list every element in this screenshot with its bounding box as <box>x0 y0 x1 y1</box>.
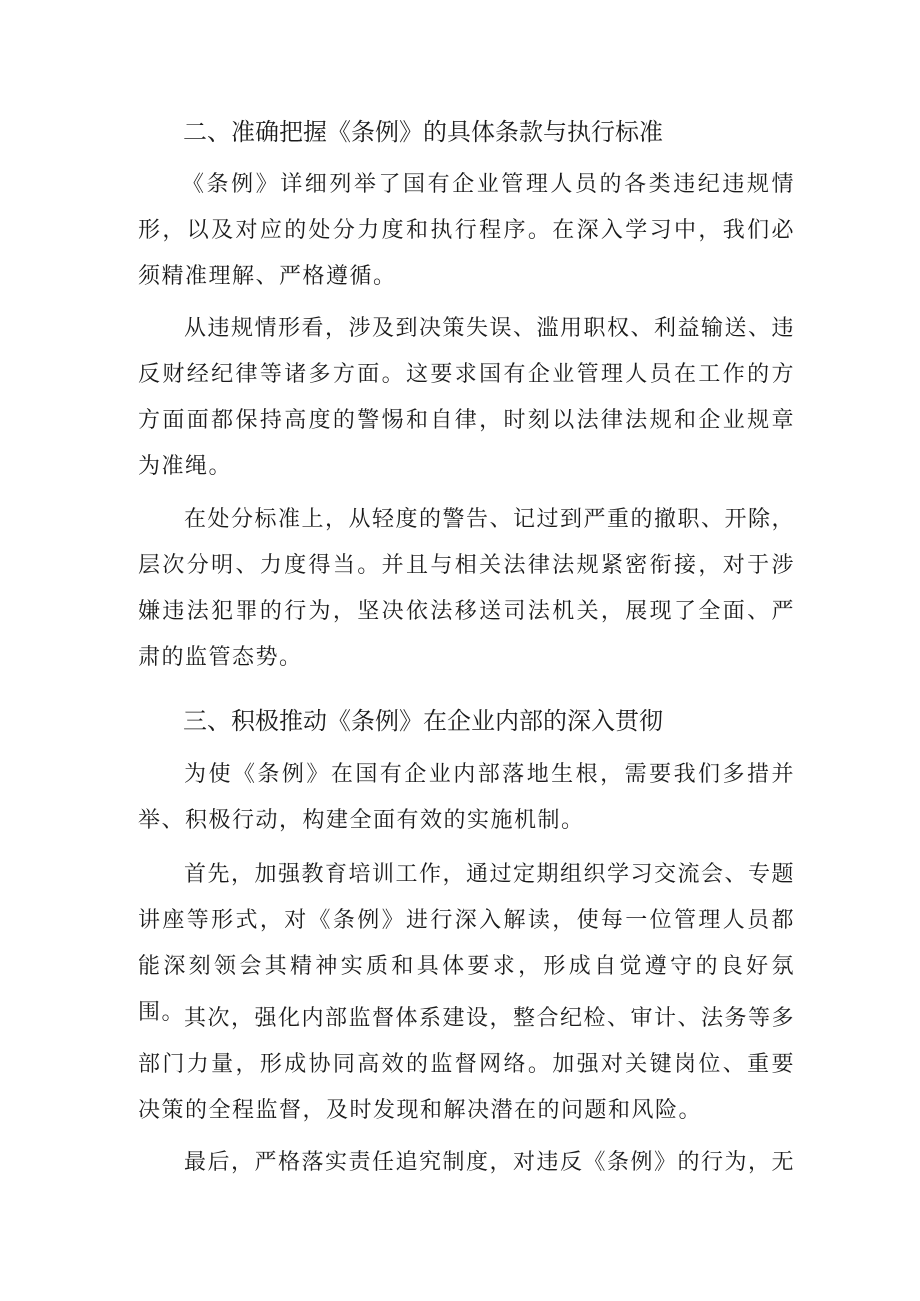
paragraph-training: 首先，加强教育培训工作，通过定期组织学习交流会、专题讲座等形式，对《条例》进行深入解读，使每一位管理人员都能深刻领会其精神实质和具体要求，形成自觉遵守的良好氛围。 <box>138 862 796 1025</box>
paragraph-regulation-overview: 《条例》详细列举了国有企业管理人员的各类违纪违规情形，以及对应的处分力度和执行程序。在深入学习中，我们必须精准理解、严格遵循。 <box>138 172 795 289</box>
paragraph-penalty-standards: 在处分标准上，从轻度的警告、记过到严重的撤职、开除，层次分明、力度得当。并且与相关法律法规紧密衔接，对于涉嫌违法犯罪的行为，坚决依法移送司法机关，展现了全面、严肃的监管态势。 <box>138 507 796 670</box>
paragraph-violation-types: 从违规情形看，涉及到决策失误、滥用职权、利益输送、违反财经纪律等诸多方面。这要求国有企业管理人员在工作的方方面面都保持高度的警惕和自律，时刻以法律法规和企业规章为准绳。 <box>138 316 796 479</box>
section-heading-3: 三、积极推动《条例》在企业内部的深入贯彻 <box>183 707 663 735</box>
section-heading-2: 二、准确把握《条例》的具体条款与执行标准 <box>183 118 663 146</box>
paragraph-accountability: 最后，严格落实责任追究制度，对违反《条例》的行为，无 <box>184 1150 796 1175</box>
paragraph-implementation-mechanism: 为使《条例》在国有企业内部落地生根，需要我们多措并举、积极行动，构建全面有效的实施机制。 <box>138 762 795 833</box>
paragraph-supervision: 其次，强化内部监督体系建设，整合纪检、审计、法务等多部门力量，形成协同高效的监督网络。加强对关键岗位、重要决策的全程监督，及时发现和解决潜在的问题和风险。 <box>138 1006 796 1123</box>
